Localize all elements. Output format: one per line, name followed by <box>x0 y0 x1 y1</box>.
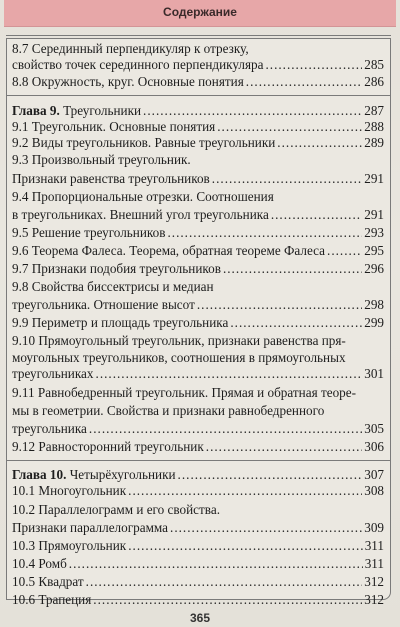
toc-entry: 9.3 Произвольный треугольник. <box>12 152 191 167</box>
section-divider <box>7 460 390 461</box>
header-title: Содержание <box>163 5 237 19</box>
toc-entry: 9.9 Периметр и площадь треугольника ..... 299 <box>12 315 384 331</box>
toc-entry: 10.1 Многоугольник ..... 308 <box>12 483 384 499</box>
table-of-contents <box>6 38 391 607</box>
section-divider <box>7 95 390 96</box>
toc-entry: 9.7 Признаки подобия треугольников ..... 296 <box>12 261 384 277</box>
toc-entry: треугольниках ..... 301 <box>12 366 384 382</box>
toc-chapter-heading: Глава 9. Треугольники ..... 287 <box>12 103 384 119</box>
toc-entry: 9.11 Равнобедренный треугольник. Прямая и обратная теоре- <box>12 385 357 400</box>
toc-entry: 10.6 Трапеция ..... 312 <box>12 592 384 608</box>
toc-entry: 9.12 Равносторонний треугольник ..... 306 <box>12 439 384 455</box>
toc-entry: 8.7 Серединный перпендикуляр к отрезку, <box>12 41 249 56</box>
toc-entry: 8.8 Окружность, круг. Основные понятия ..... 286 <box>12 74 384 90</box>
toc-entry: 9.4 Пропорциональные отрезки. Соотношения <box>12 189 274 204</box>
toc-entry: 10.5 Квадрат ..... 312 <box>12 574 384 590</box>
header-band <box>4 0 396 27</box>
toc-entry: 9.2 Виды треугольников. Равные треугольники ..... 289 <box>12 135 384 151</box>
toc-entry: 10.4 Ромб ..... 311 <box>12 556 384 572</box>
toc-entry: свойство точек серединного перпендикуляра ..... 285 <box>12 57 384 73</box>
toc-entry: Признаки параллелограмма ..... 309 <box>12 520 384 536</box>
toc-chapter-heading: Глава 10. Четырёхугольники ..... 307 <box>12 467 384 483</box>
page-number: 365 <box>189 611 211 625</box>
toc-entry: треугольника ..... 305 <box>12 421 384 437</box>
toc-entry: 10.3 Прямоугольник ..... 311 <box>12 538 384 554</box>
toc-entry: треугольника. Отношение высот ..... 298 <box>12 297 384 313</box>
toc-entry: моугольных треугольников, соотношения в прямоугольных <box>12 350 346 365</box>
toc-entry: мы в геометрии. Свойства и признаки равнобедренного <box>12 403 325 418</box>
toc-entry: 9.1 Треугольник. Основные понятия ..... 288 <box>12 119 384 135</box>
toc-entry: 9.8 Свойства биссектрисы и медиан <box>12 279 214 294</box>
toc-entry: в треугольниках. Внешний угол треугольника ..... 291 <box>12 207 384 223</box>
toc-entry: 9.10 Прямоугольный треугольник, признаки равенства пря- <box>12 333 346 348</box>
toc-entry: 9.5 Решение треугольников ..... 293 <box>12 225 384 241</box>
toc-entry: 10.2 Параллелограмм и его свойства. <box>12 502 220 517</box>
toc-entry: Признаки равенства треугольников ..... 291 <box>12 171 384 187</box>
toc-entry: 9.6 Теорема Фалеса. Теорема, обратная теореме Фалеса ..... 295 <box>12 243 384 259</box>
